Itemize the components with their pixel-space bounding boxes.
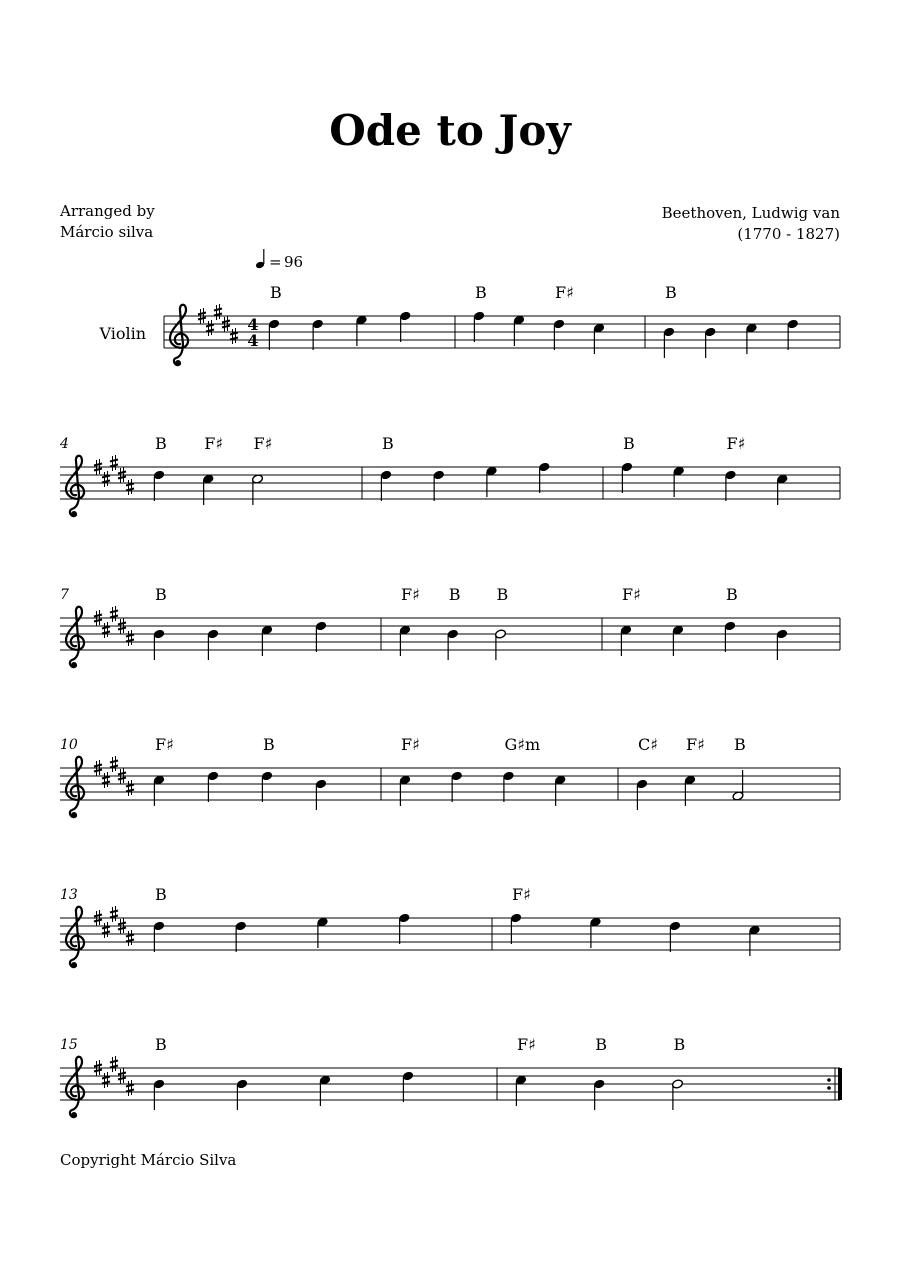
chord-symbol: F♯ bbox=[622, 585, 641, 604]
quarter-note bbox=[235, 921, 247, 952]
quarter-note bbox=[590, 917, 602, 948]
staff-system bbox=[59, 434, 840, 517]
quarter-note bbox=[776, 629, 788, 660]
half-note bbox=[252, 474, 264, 505]
chord-symbol: B bbox=[475, 283, 487, 302]
quarter-note bbox=[749, 925, 761, 956]
quarter-note bbox=[312, 319, 324, 350]
chord-symbol: B bbox=[155, 885, 167, 904]
quarter-note bbox=[787, 319, 799, 350]
chord-symbol: B bbox=[155, 1035, 167, 1054]
quarter-note bbox=[153, 1079, 165, 1110]
chord-symbol: F♯ bbox=[686, 735, 705, 754]
sharp-sign bbox=[214, 304, 222, 320]
quarter-note bbox=[447, 629, 459, 660]
quarter-note bbox=[513, 315, 525, 346]
quarter-note bbox=[621, 462, 633, 493]
quarter-note bbox=[673, 466, 685, 497]
quarter-note bbox=[402, 1071, 414, 1102]
chord-symbol: B bbox=[155, 585, 167, 604]
sharp-sign bbox=[102, 922, 110, 938]
chord-symbol: G♯m bbox=[504, 735, 541, 754]
chord-symbol: F♯ bbox=[253, 434, 273, 453]
chord-symbol: B bbox=[270, 283, 282, 302]
chord-symbol: B bbox=[734, 735, 746, 754]
quarter-note bbox=[380, 470, 392, 501]
quarter-note bbox=[399, 625, 411, 656]
quarter-note bbox=[515, 1075, 527, 1106]
chord-symbol: B bbox=[496, 585, 509, 604]
quarter-note bbox=[451, 771, 463, 802]
copyright-notice: Copyright Márcio Silva bbox=[60, 1151, 237, 1169]
chord-symbol: F♯ bbox=[204, 434, 224, 453]
chord-symbol: C♯ bbox=[638, 735, 658, 754]
chord-symbol: F♯ bbox=[512, 885, 531, 904]
measure-number: 10 bbox=[60, 737, 78, 753]
time-sig-bottom: 4 bbox=[247, 331, 259, 350]
quarter-note bbox=[593, 323, 605, 354]
instrument-name: Violin bbox=[99, 324, 146, 343]
quarter-note bbox=[399, 311, 411, 342]
treble-clef bbox=[170, 305, 188, 366]
chord-symbol: F♯ bbox=[401, 585, 420, 604]
repeat-thick-barline bbox=[838, 1068, 842, 1100]
quarter-note bbox=[510, 913, 522, 944]
half-note bbox=[495, 629, 507, 660]
treble-clef bbox=[66, 1057, 84, 1118]
quarter-note bbox=[725, 470, 737, 501]
half-note bbox=[672, 1079, 684, 1110]
quarter-note bbox=[207, 629, 219, 660]
chord-symbol: B bbox=[673, 1035, 686, 1054]
chord-symbol: B bbox=[448, 585, 461, 604]
quarter-note bbox=[538, 462, 550, 493]
sharp-sign bbox=[110, 756, 118, 772]
quarter-note bbox=[315, 621, 327, 652]
measure-number: 15 bbox=[60, 1037, 78, 1053]
treble-clef bbox=[66, 607, 84, 668]
quarter-note bbox=[724, 621, 736, 652]
quarter-note bbox=[746, 323, 758, 354]
quarter-note bbox=[202, 474, 214, 505]
piece-title: Ode to Joy bbox=[329, 106, 571, 155]
chord-symbol: B bbox=[263, 735, 275, 754]
chord-symbol: B bbox=[665, 283, 677, 302]
quarter-note bbox=[207, 771, 219, 802]
arranger-name: Márcio silva bbox=[60, 223, 154, 241]
tempo-value: 96 bbox=[284, 253, 304, 271]
quarter-note bbox=[473, 311, 485, 342]
quarter-note bbox=[620, 625, 632, 656]
staff-system bbox=[60, 585, 840, 668]
composer-dates: (1770 - 1827) bbox=[737, 225, 840, 243]
sharp-sign bbox=[126, 780, 134, 796]
quarter-note bbox=[356, 315, 368, 346]
quarter-note bbox=[704, 327, 716, 358]
measure-number: 4 bbox=[60, 436, 69, 452]
staff-system bbox=[60, 885, 840, 968]
quarter-note bbox=[153, 921, 165, 952]
quarter-note bbox=[553, 319, 565, 350]
chord-symbol: F♯ bbox=[401, 735, 420, 754]
quarter-note bbox=[672, 625, 684, 656]
sharp-sign bbox=[102, 772, 110, 788]
treble-clef bbox=[66, 456, 84, 517]
sharp-sign bbox=[126, 930, 134, 946]
sharp-sign bbox=[102, 622, 110, 638]
sharp-sign bbox=[102, 1072, 110, 1088]
staff-system bbox=[98, 283, 840, 366]
quarter-note bbox=[776, 474, 788, 505]
quarter-note bbox=[669, 921, 681, 952]
quarter-note bbox=[503, 771, 515, 802]
quarter-note bbox=[153, 629, 165, 660]
sharp-sign bbox=[110, 1056, 118, 1072]
staff-system bbox=[60, 735, 840, 818]
sharp-sign bbox=[126, 630, 134, 646]
time-sig-top: 4 bbox=[247, 315, 259, 334]
arranger-label: Arranged by bbox=[60, 202, 155, 220]
treble-clef bbox=[66, 757, 84, 818]
chord-symbol: B bbox=[623, 434, 635, 453]
sharp-sign bbox=[110, 906, 118, 922]
quarter-note bbox=[261, 771, 273, 802]
quarter-note bbox=[398, 913, 410, 944]
quarter-note bbox=[153, 775, 165, 806]
quarter-note bbox=[319, 1075, 331, 1106]
sharp-sign bbox=[110, 606, 118, 622]
staff-system bbox=[60, 1035, 842, 1118]
quarter-note bbox=[554, 775, 566, 806]
measure-number: 13 bbox=[60, 887, 78, 903]
quarter-note bbox=[433, 470, 445, 501]
quarter-note bbox=[261, 625, 273, 656]
chord-symbol: F♯ bbox=[517, 1035, 536, 1054]
quarter-note bbox=[236, 1079, 248, 1110]
sharp-sign bbox=[126, 1080, 134, 1096]
sharp-sign bbox=[110, 455, 118, 471]
chord-symbol: B bbox=[595, 1035, 608, 1054]
quarter-note bbox=[315, 779, 327, 810]
quarter-note bbox=[663, 327, 675, 358]
quarter-note bbox=[684, 775, 696, 806]
repeat-dot bbox=[827, 1078, 831, 1082]
tempo-marking bbox=[255, 249, 303, 271]
repeat-dot bbox=[827, 1086, 831, 1090]
treble-clef bbox=[66, 907, 84, 968]
sharp-sign bbox=[126, 479, 134, 495]
quarter-note bbox=[399, 775, 411, 806]
chord-symbol: B bbox=[382, 434, 394, 453]
quarter-note bbox=[268, 319, 280, 350]
chord-symbol: F♯ bbox=[726, 434, 746, 453]
tempo-equals: = bbox=[269, 253, 282, 271]
chord-symbol: B bbox=[726, 585, 738, 604]
sharp-sign bbox=[102, 471, 110, 487]
quarter-note bbox=[593, 1079, 605, 1110]
chord-symbol: B bbox=[155, 434, 167, 453]
sharp-sign bbox=[206, 320, 214, 336]
quarter-note bbox=[636, 779, 648, 810]
quarter-note bbox=[317, 917, 329, 948]
measure-number: 7 bbox=[60, 587, 69, 603]
half-note bbox=[732, 770, 744, 801]
composer-name: Beethoven, Ludwig van bbox=[661, 204, 840, 222]
quarter-note bbox=[486, 466, 498, 497]
sharp-sign bbox=[230, 328, 238, 344]
chord-symbol: F♯ bbox=[155, 735, 174, 754]
chord-symbol: F♯ bbox=[555, 283, 574, 302]
quarter-note bbox=[153, 470, 165, 501]
